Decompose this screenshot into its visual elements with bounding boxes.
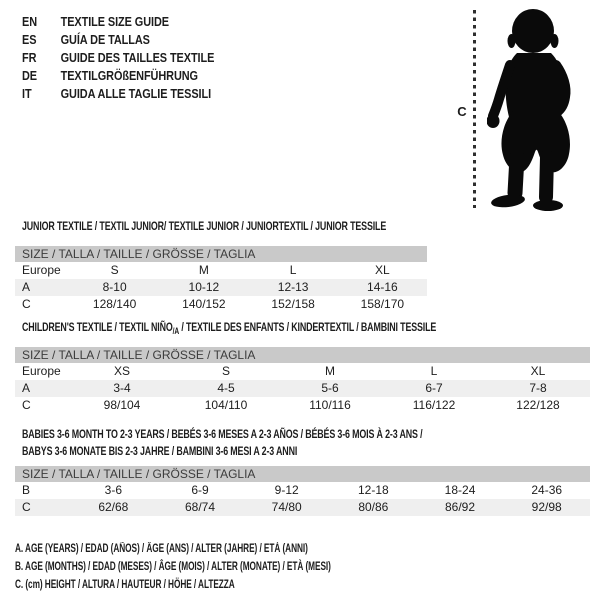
- age-cell: 4-5: [217, 381, 235, 395]
- height-cell: 158/170: [360, 297, 405, 311]
- months-cell: 9-12: [274, 483, 299, 497]
- height-measure-dashed-line: [473, 10, 476, 208]
- language-row-fr: [22, 49, 214, 67]
- table-row-months: [15, 482, 590, 499]
- note-age-months: B. AGE (MONTHS) / EDAD (MESES) / ÂGE (MOIS) / ALTER (MONATE) / ETÀ (MESI): [15, 561, 331, 573]
- row-label: Europe: [22, 263, 61, 277]
- guide-title-en: TEXTILE SIZE GUIDE: [60, 14, 169, 29]
- age-cell: 6-7: [425, 381, 443, 395]
- babies-title-line2: BABYS 3-6 MONATE BIS 2-3 JAHRE / BAMBINI 3-6 MESI A 2-3 ANNI: [22, 444, 298, 458]
- baby-silhouette-icon: [487, 9, 572, 212]
- language-row-de: [22, 67, 214, 85]
- height-cell: 104/110: [204, 398, 248, 412]
- months-cell: 3-6: [104, 483, 122, 497]
- language-row-en: [22, 13, 214, 31]
- children-size-table: [15, 347, 590, 414]
- row-label: A: [22, 381, 31, 395]
- guide-title-es: GUÍA DE TALLAS: [60, 32, 150, 47]
- row-label: Europe: [22, 364, 61, 378]
- row-label: C: [22, 398, 31, 412]
- title-subscript: /A: [172, 326, 180, 336]
- height-cell: 110/116: [309, 398, 351, 412]
- age-cell: 10-12: [188, 280, 220, 294]
- row-label: C: [22, 297, 31, 311]
- size-header-bar: SIZE / TALLA / TAILLE / GRÖSSE / TAGLIA: [15, 246, 427, 262]
- size-cell: XL: [530, 364, 546, 378]
- table-row-age: [15, 279, 427, 296]
- size-cell: S: [221, 364, 230, 378]
- language-code: ES: [22, 32, 37, 47]
- junior-size-table: [15, 246, 427, 313]
- note-height-cm: C. (cm) HEIGHT / ALTURA / HAUTEUR / HÖHE / ALTEZZA: [15, 579, 235, 591]
- title-text: / TEXTILE DES ENFANTS / KINDERTEXTIL / BAMBINI TESSILE: [179, 320, 437, 334]
- babies-title-line1: BABIES 3-6 MONTH TO 2-3 YEARS / BEBÉS 3-6 MESES A 2-3 AÑOS / BÉBÉS 3-6 MOIS À 2-3 ANS /: [22, 427, 423, 441]
- size-cell: L: [289, 263, 297, 277]
- months-cell: 6-9: [191, 483, 209, 497]
- language-row-es: [22, 31, 214, 49]
- months-cell: 18-24: [444, 483, 476, 497]
- height-cell: 128/140: [92, 297, 137, 311]
- height-cell: 62/68: [98, 500, 129, 514]
- height-cell: 140/152: [182, 297, 226, 311]
- title-text: CHILDREN'S TEXTILE / TEXTIL NIÑO: [22, 320, 173, 334]
- table-row-europe: [15, 262, 427, 279]
- legend-notes: [15, 540, 331, 594]
- height-cell: 152/158: [271, 297, 315, 311]
- junior-section-title: JUNIOR TEXTILE / TEXTIL JUNIOR/ TEXTILE JUNIOR / JUNIORTEXTIL / JUNIOR TESSILE: [22, 219, 387, 233]
- height-cell: 98/104: [103, 398, 141, 412]
- babies-section-title: [22, 426, 422, 460]
- table-row-height: [15, 397, 590, 414]
- size-cell: XL: [375, 263, 390, 277]
- height-cell: 86/92: [445, 500, 476, 514]
- height-cell: 80/86: [358, 500, 389, 514]
- size-cell: S: [110, 263, 119, 277]
- row-label: C: [22, 500, 31, 514]
- language-title-block: [22, 13, 214, 103]
- language-row-it: [22, 85, 214, 103]
- age-cell: 8-10: [102, 280, 127, 294]
- size-cell: XS: [113, 364, 130, 378]
- height-cell: 68/74: [184, 500, 216, 514]
- babies-size-table: [15, 466, 590, 516]
- height-cell: 116/122: [412, 398, 456, 412]
- table-row-height: [15, 499, 590, 516]
- months-cell: 12-18: [358, 483, 389, 497]
- language-code: FR: [22, 50, 37, 65]
- row-label: B: [22, 483, 31, 497]
- guide-title-fr: GUIDE DES TAILLES TEXTILE: [60, 50, 215, 65]
- language-code: IT: [22, 86, 32, 101]
- height-cell: 92/98: [531, 500, 562, 514]
- size-cell: M: [325, 364, 335, 378]
- height-measure-label: C: [457, 104, 467, 119]
- table-row-europe: [15, 363, 590, 380]
- size-header-bar: SIZE / TALLA / TAILLE / GRÖSSE / TAGLIA: [15, 466, 590, 482]
- guide-title-de: TEXTILGRÖßENFÜHRUNG: [60, 68, 198, 83]
- months-cell: 24-36: [531, 483, 563, 497]
- language-code: DE: [22, 68, 38, 83]
- size-cell: L: [430, 364, 438, 378]
- age-cell: 14-16: [367, 280, 398, 294]
- note-age-years: A. AGE (YEARS) / EDAD (AÑOS) / ÂGE (ANS) / ALTER (JAHRE) / ETÀ (ANNI): [15, 543, 308, 555]
- table-row-age: [15, 380, 590, 397]
- row-label: A: [22, 280, 31, 294]
- size-header-bar: SIZE / TALLA / TAILLE / GRÖSSE / TAGLIA: [15, 347, 590, 363]
- guide-title-it: GUIDA ALLE TAGLIE TESSILI: [60, 86, 212, 101]
- language-code: EN: [22, 14, 38, 29]
- age-cell: 12-13: [277, 280, 309, 294]
- age-cell: 7-8: [529, 381, 547, 395]
- size-cell: M: [198, 263, 209, 277]
- age-cell: 5-6: [321, 381, 339, 395]
- height-cell: 74/80: [271, 500, 302, 514]
- table-row-height: [15, 296, 427, 313]
- height-cell: 122/128: [516, 398, 560, 412]
- age-cell: 3-4: [113, 381, 131, 395]
- children-section-title: [22, 320, 436, 336]
